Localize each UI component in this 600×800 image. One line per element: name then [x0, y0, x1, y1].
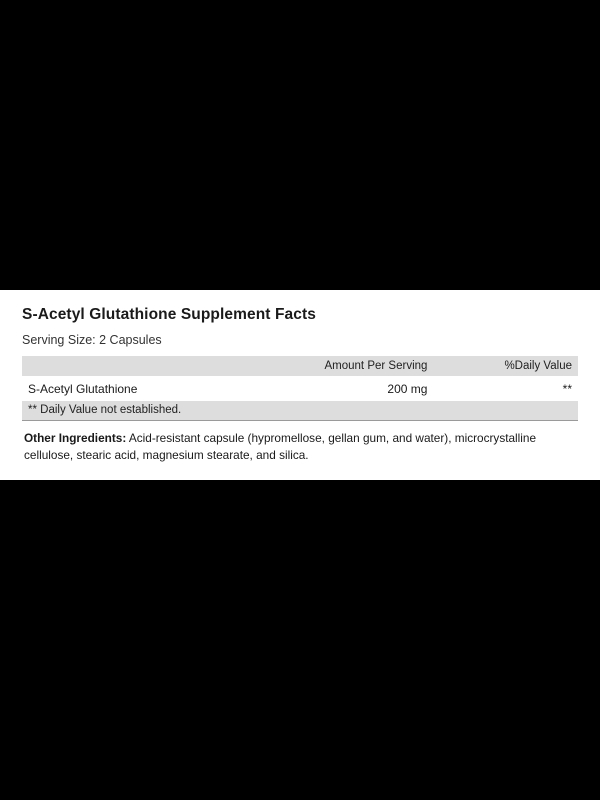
supplement-facts-panel [0, 290, 600, 480]
daily-value-footnote: ** Daily Value not established. [28, 404, 182, 416]
section-divider [22, 420, 578, 421]
column-header-daily-value: %Daily Value [504, 360, 572, 372]
serving-size-text: Serving Size: 2 Capsules [22, 333, 162, 347]
nutrient-daily-value: ** [562, 382, 572, 396]
table-footnote-row [22, 401, 578, 420]
supplement-facts-inner [0, 290, 600, 480]
supplement-facts-table [22, 356, 578, 420]
page-title: S-Acetyl Glutathione Supplement Facts [22, 306, 316, 323]
other-ingredients-text: Acid-resistant capsule (hypromellose, gellan gum, and water), microcrystalline cellulose, stearic acid, magnesium stearate, and silica. [24, 431, 537, 463]
nutrient-amount: 200 mg [387, 382, 428, 396]
other-ingredients [24, 430, 576, 464]
column-header-amount-per-serving: Amount Per Serving [324, 360, 428, 372]
column-header-nutrient [22, 356, 230, 376]
other-ingredients-label: Other Ingredients: [24, 431, 127, 445]
table-row [22, 376, 578, 401]
table-header-row [22, 356, 578, 376]
nutrient-name: S-Acetyl Glutathione [28, 382, 138, 396]
